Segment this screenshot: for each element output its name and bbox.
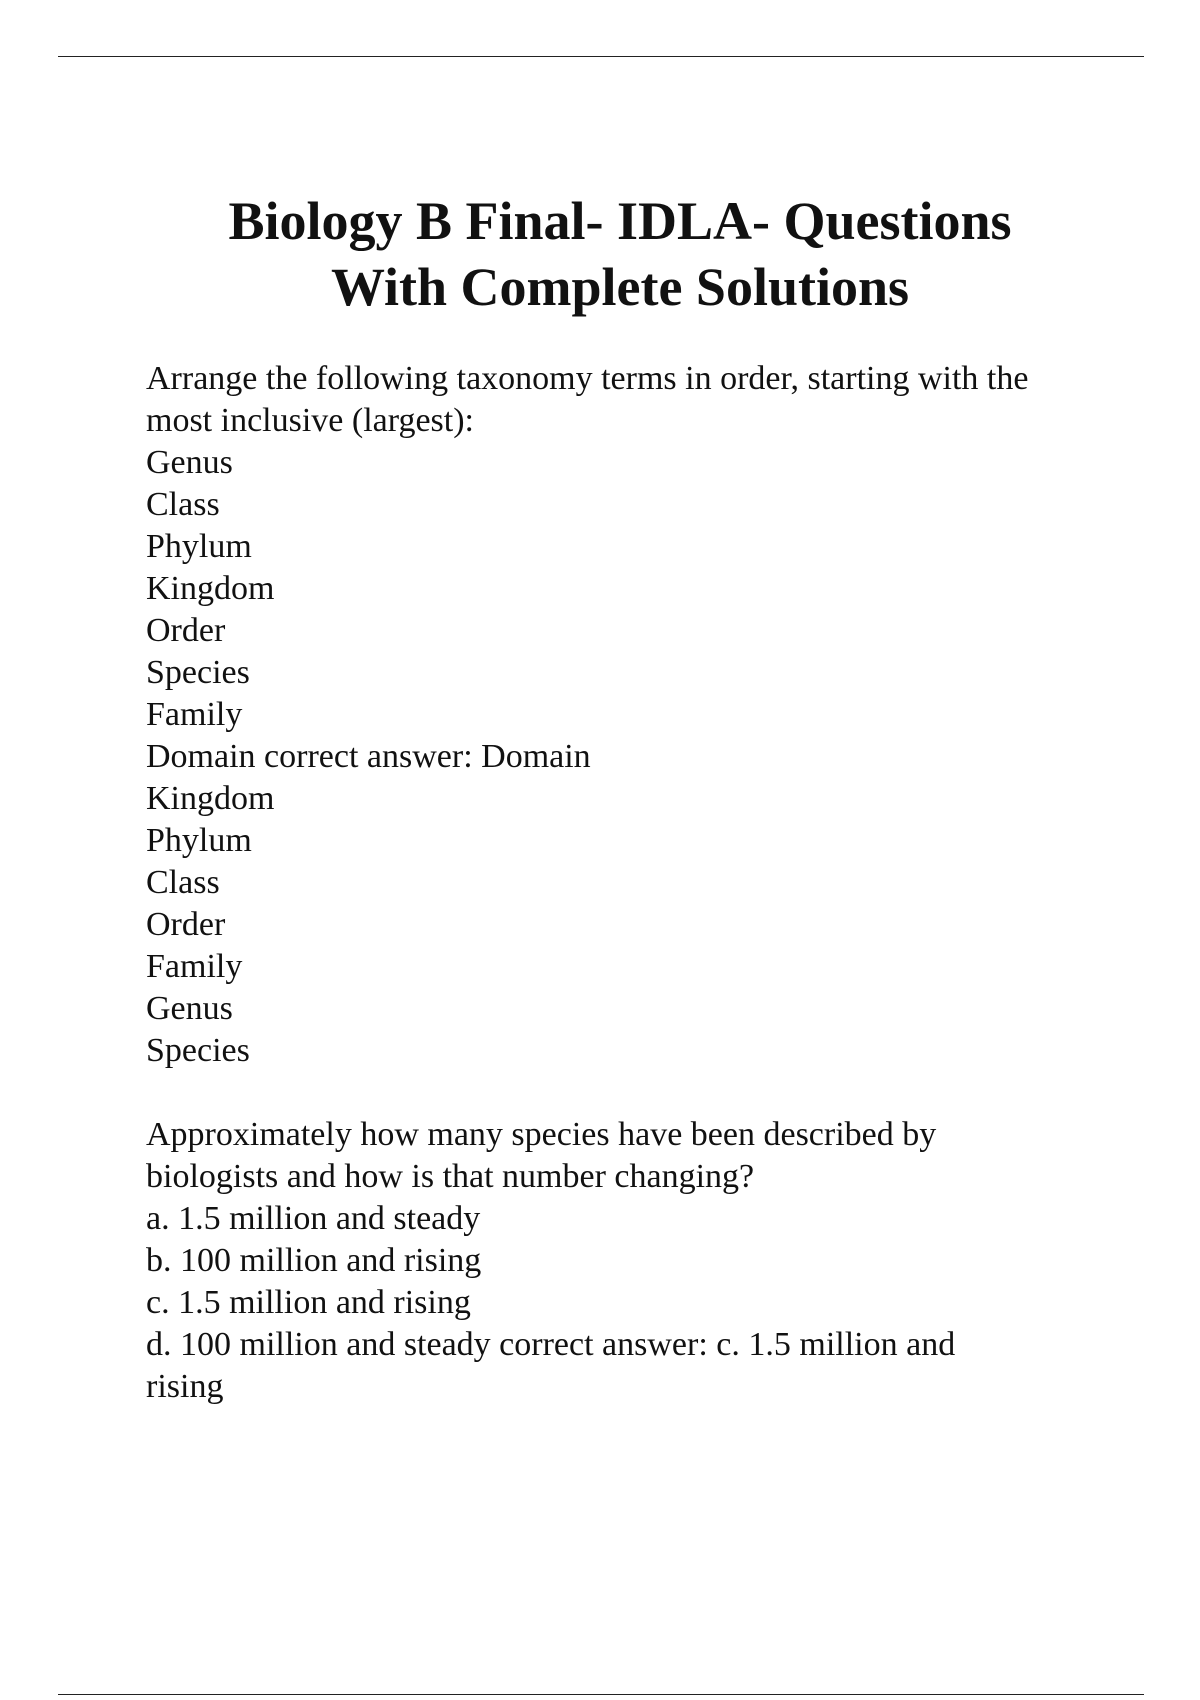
question-1-option: Order: [146, 612, 226, 649]
question-1-text-line: most inclusive (largest):: [146, 402, 474, 439]
question-1-text-line: Arrange the following taxonomy terms in order, starting with the: [146, 360, 1029, 397]
question-1-option: Phylum: [146, 528, 252, 565]
page-title: [0, 188, 1200, 320]
title-line-1: Biology B Final- IDLA- Questions: [228, 191, 1012, 251]
question-2-text-line: Approximately how many species have been described by: [146, 1116, 937, 1153]
question-1: [146, 358, 1146, 1072]
question-1-option: Genus: [146, 444, 233, 481]
question-1-answer-item: Species: [146, 1032, 250, 1069]
question-2-option-d-answer: d. 100 million and steady correct answer: c. 1.5 million and: [146, 1326, 956, 1363]
question-1-option: Species: [146, 654, 250, 691]
question-spacer: [146, 1072, 1146, 1114]
question-1-answer-item: Order: [146, 906, 226, 943]
question-1-answer-line: Domain correct answer: Domain: [146, 738, 591, 775]
document-body: [146, 358, 1146, 1408]
question-2-option-c: c. 1.5 million and rising: [146, 1284, 471, 1321]
question-1-answer-item: Family: [146, 948, 243, 985]
title-line-2: With Complete Solutions: [330, 257, 910, 317]
question-2-option-a: a. 1.5 million and steady: [146, 1200, 481, 1237]
bottom-rule: [58, 1694, 1144, 1695]
question-1-option: Class: [146, 486, 220, 523]
question-2-text-line: biologists and how is that number changing?: [146, 1158, 755, 1195]
question-2-answer-continuation: rising: [146, 1368, 224, 1405]
question-1-option: Kingdom: [146, 570, 275, 607]
question-1-answer-item: Class: [146, 864, 220, 901]
question-2: [146, 1114, 1146, 1408]
question-1-answer-item: Genus: [146, 990, 233, 1027]
question-2-option-b: b. 100 million and rising: [146, 1242, 482, 1279]
question-1-option: Family: [146, 696, 243, 733]
top-rule: [58, 56, 1144, 57]
question-1-answer-item: Kingdom: [146, 780, 275, 817]
question-1-answer-item: Phylum: [146, 822, 252, 859]
